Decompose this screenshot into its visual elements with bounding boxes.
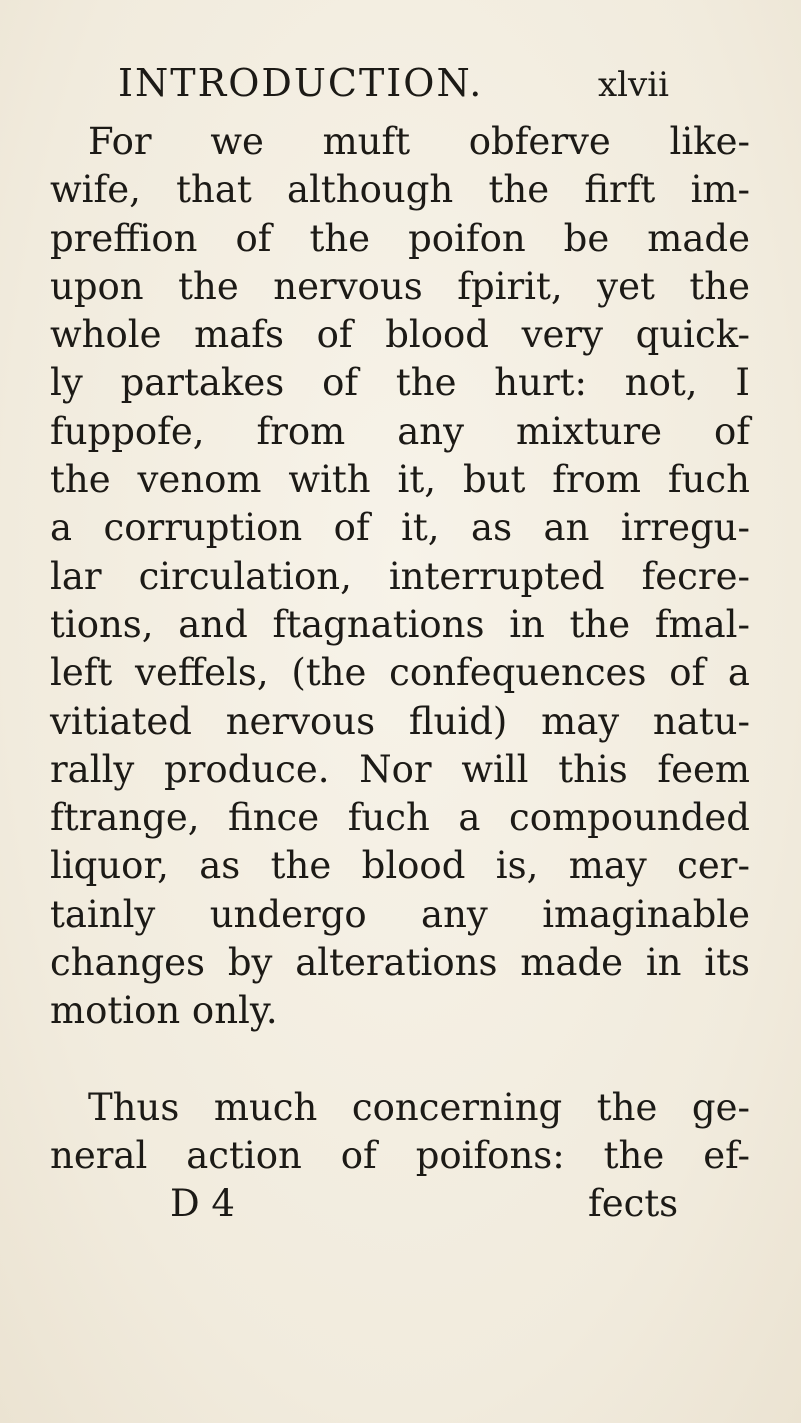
text-line: tions, and ftagnations in the fmal- (50, 602, 750, 646)
text-line: whole mafs of blood very quick- (50, 313, 750, 357)
text-line: a corruption of it, as an irregu- (50, 506, 750, 550)
text-line: Thus much concerning the ge- (88, 1085, 750, 1129)
text-line: changes by alterations made in its (50, 941, 750, 985)
paragraph-2 (50, 1084, 750, 1181)
page-footer (50, 1180, 750, 1228)
text-line: liquor, as the blood is, may cer- (50, 844, 750, 888)
text-line: For we muft obferve like- (88, 120, 750, 163)
catchword: fects (588, 1182, 679, 1226)
text-line: preffion of the poifon be made (50, 216, 750, 260)
text-line: ftrange, fince fuch a compounded (50, 796, 750, 840)
running-head-title: INTRODUCTION. (118, 61, 484, 105)
text-line: ly partakes of the hurt: not, I (50, 361, 750, 405)
text-line: the venom with it, but from fuch (50, 458, 750, 502)
paragraph-gap (50, 1036, 750, 1084)
text-line: motion only. (50, 989, 278, 1033)
paragraph-1 (50, 118, 750, 1036)
running-head (0, 58, 801, 108)
signature-mark: D 4 (170, 1182, 235, 1226)
text-line: left veffels, (the confequences of a (50, 651, 750, 695)
text-line: upon the nervous fpirit, yet the (50, 264, 750, 308)
text-line: tainly undergo any imaginable (50, 892, 750, 936)
text-line: neral action of poifons: the ef- (50, 1133, 750, 1177)
text-line: fuppofe, from any mixture of (50, 409, 750, 453)
text-line: rally produce. Nor will this feem (50, 747, 750, 791)
body-text (50, 118, 750, 1229)
page-number: xlvii (598, 65, 670, 105)
text-line: lar circulation, interrupted fecre- (50, 554, 750, 598)
text-line: vitiated nervous fluid) may natu- (50, 699, 750, 743)
text-line: wife, that although the firft im- (50, 168, 750, 212)
